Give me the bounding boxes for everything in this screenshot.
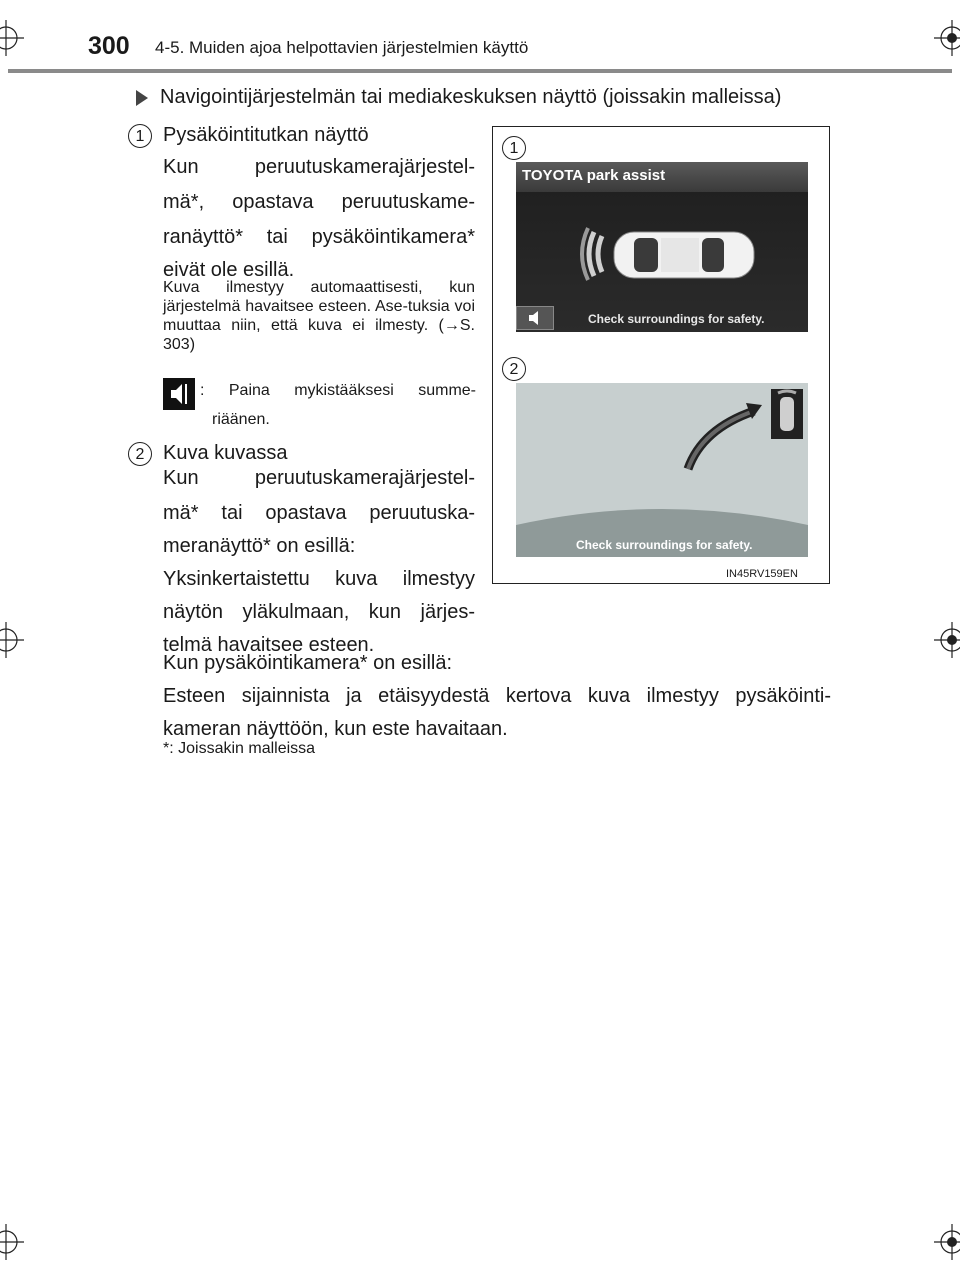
- item-2-badge: 2: [128, 442, 152, 466]
- park-assist-screen: [516, 162, 808, 332]
- item-2-full-text: [163, 648, 831, 745]
- triangle-bullet-icon: [136, 90, 148, 106]
- park-assist-title: TOYOTA park assist: [522, 167, 666, 184]
- speaker-icon: [517, 307, 553, 329]
- item-2-full-line-1: Kun pysäköintikamera* on esillä:: [163, 652, 453, 674]
- mute-note-line-1: : Paina mykistääksesi summe-: [200, 382, 476, 399]
- item-1-note: Kuva ilmestyy automaattisesti, kun järjestelmä havaitsee esteen. Ase-tuksia voi muuttaa niin, että kuva ei ilmesty. (→S. 303): [163, 279, 475, 353]
- mute-icon: [163, 378, 195, 410]
- mute-button[interactable]: [516, 306, 554, 330]
- item-1-line-3: ranäyttö* tai pysäköintikamera*: [163, 226, 475, 248]
- crop-mark-mid-right: [920, 620, 960, 660]
- item-2-full-line-2: Esteen sijainnista ja etäisyydestä kertova kuva ilmestyy pysäköinti-: [163, 685, 831, 707]
- figure-label-1: 1: [502, 136, 526, 160]
- item-2-line-5: näytön yläkulmaan, kun järjes-: [163, 601, 475, 623]
- crop-mark-mid-left: [0, 620, 40, 660]
- page-number: 300: [88, 32, 130, 60]
- park-assist-message: Check surroundings for safety.: [588, 312, 765, 326]
- footnote: *: Joissakin malleissa: [163, 740, 316, 757]
- item-2-line-6: telmä havaitsee esteen.: [163, 634, 375, 656]
- camera-screen: [516, 383, 808, 557]
- figure-code: IN45RV159EN: [726, 568, 798, 580]
- crop-mark-bottom-right: [920, 1222, 960, 1262]
- item-2-full-line-3: kameran näyttöön, kun este havaitaan.: [163, 718, 508, 740]
- camera-view-illustration: [516, 383, 808, 557]
- item-2-body: [163, 463, 475, 661]
- item-1-line-1: Kun peruutuskamerajärjestel-: [163, 156, 475, 178]
- figure-label-2: 2: [502, 357, 526, 381]
- crop-mark-bottom-left: [0, 1222, 40, 1262]
- item-1-body: [163, 152, 475, 286]
- section-title: Navigointijärjestelmän tai mediakeskuksen näyttö (joissakin malleissa): [160, 86, 782, 108]
- header-rule: [8, 69, 952, 73]
- camera-message: Check surroundings for safety.: [576, 538, 753, 552]
- item-1-title: Pysäköintitutkan näyttö: [163, 124, 369, 146]
- car-top-view-illustration: [516, 162, 808, 332]
- crop-mark-top-right: [920, 18, 960, 58]
- item-1-line-4: eivät ole esillä.: [163, 259, 295, 281]
- item-2-line-3: meranäyttö* on esillä:: [163, 535, 356, 557]
- item-2-line-2: mä* tai opastava peruutuska-: [163, 502, 475, 524]
- mute-note-line-2: riäänen.: [212, 411, 270, 428]
- chapter-title: 4-5. Muiden ajoa helpottavien järjestelmien käyttö: [155, 38, 529, 57]
- item-1-badge: 1: [128, 124, 152, 148]
- item-1-line-2: mä*, opastava peruutuskame-: [163, 191, 475, 213]
- item-2-title: Kuva kuvassa: [163, 442, 288, 464]
- item-2-line-1: Kun peruutuskamerajärjestel-: [163, 467, 475, 489]
- crop-mark-top-left: [0, 18, 40, 58]
- item-2-line-4: Yksinkertaistettu kuva ilmestyy: [163, 568, 475, 590]
- section-heading: [136, 86, 781, 109]
